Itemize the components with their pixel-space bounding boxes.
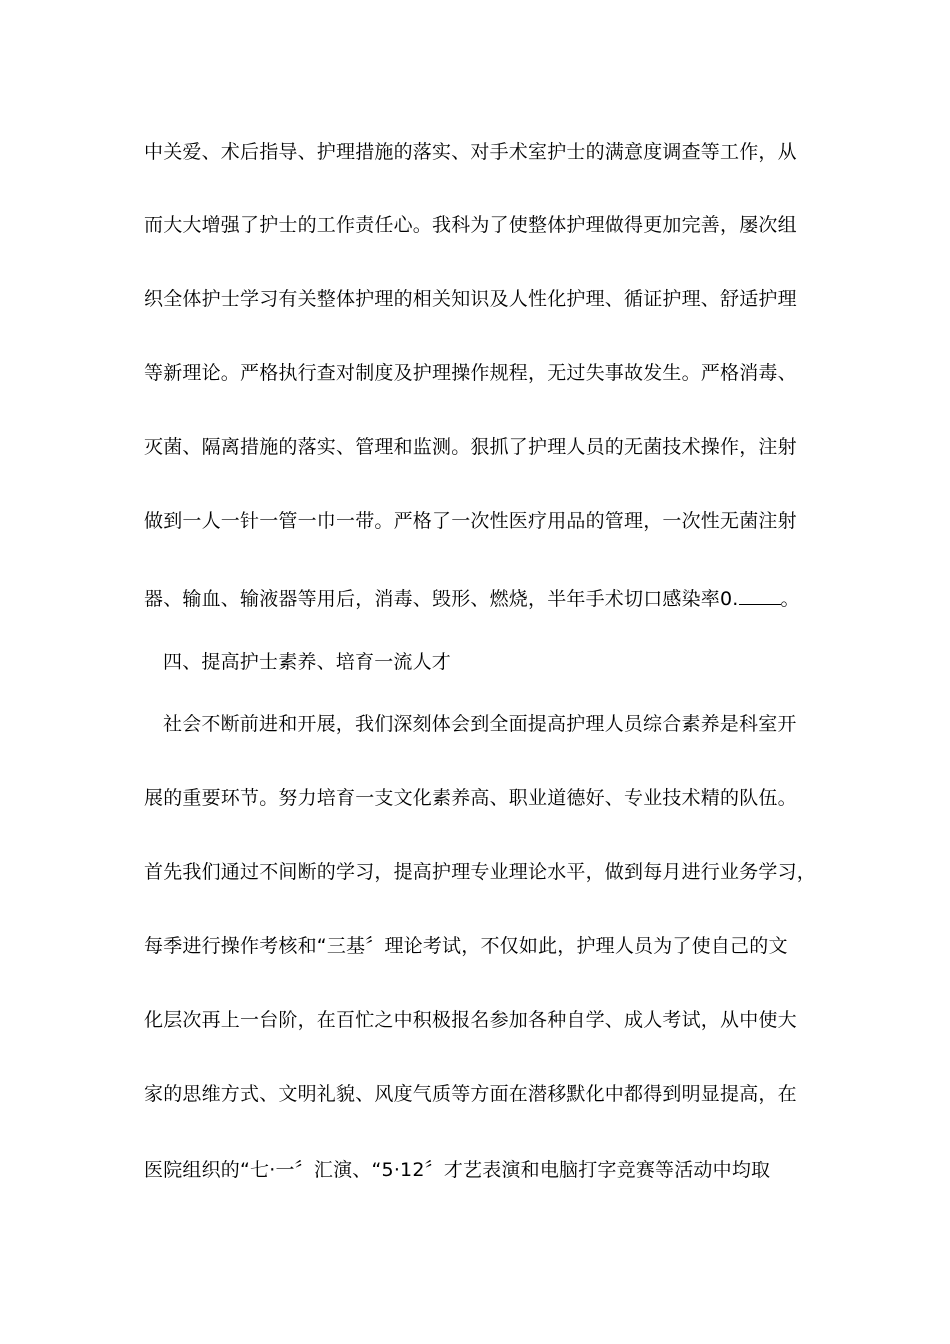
paragraph-line: 灭菌、隔离措施的落实、管理和监测。狠抓了护理人员的无菌技术操作，注射 bbox=[144, 436, 797, 458]
paragraph-line: 而大大增强了护士的工作责任心。我科为了使整体护理做得更加完善，屡次组 bbox=[144, 214, 797, 236]
paragraph-line: 家的思维方式、文明礼貌、风度气质等方面在潜移默化中都得到明显提高，在 bbox=[144, 1083, 797, 1105]
paragraph-line: 首先我们通过不间断的学习，提高护理专业理论水平，做到每月进行业务学习， bbox=[144, 861, 817, 883]
paragraph-line: 织全体护士学习有关整体护理的相关知识及人性化护理、循证护理、舒适护理 bbox=[144, 288, 797, 310]
paragraph-text: 。 bbox=[780, 588, 800, 610]
paragraph-line-with-blank bbox=[144, 585, 814, 613]
paragraph-line: 社会不断前进和开展，我们深刻体会到全面提高护理人员综合素养是科室开 bbox=[163, 713, 797, 735]
section-heading: 四、提高护士素养、培育一流人才 bbox=[163, 651, 452, 673]
paragraph-text: 器、输血、输液器等用后，消毒、毁形、燃烧，半年手术切口感染率0. bbox=[144, 588, 739, 610]
paragraph-line: 医院组织的“七·一〞汇演、“5·12〞才艺表演和电脑打字竞赛等活动中均取 bbox=[144, 1159, 771, 1181]
paragraph-line: 展的重要环节。努力培育一支文化素养高、职业道德好、专业技术精的队伍。 bbox=[144, 787, 797, 809]
paragraph-line: 等新理论。严格执行查对制度及护理操作规程，无过失事故发生。严格消毒、 bbox=[144, 362, 797, 384]
paragraph-line: 每季进行操作考核和“三基〞理论考试，不仅如此，护理人员为了使自己的文 bbox=[144, 935, 788, 957]
paragraph-line: 化层次再上一台阶，在百忙之中积极报名参加各种自学、成人考试，从中使大 bbox=[144, 1009, 797, 1031]
fill-in-blank bbox=[739, 586, 781, 605]
paragraph-line: 中关爱、术后指导、护理措施的落实、对手术室护士的满意度调查等工作，从 bbox=[144, 141, 797, 163]
paragraph-line: 做到一人一针一管一巾一带。严格了一次性医疗用品的管理，一次性无菌注射 bbox=[144, 510, 797, 532]
